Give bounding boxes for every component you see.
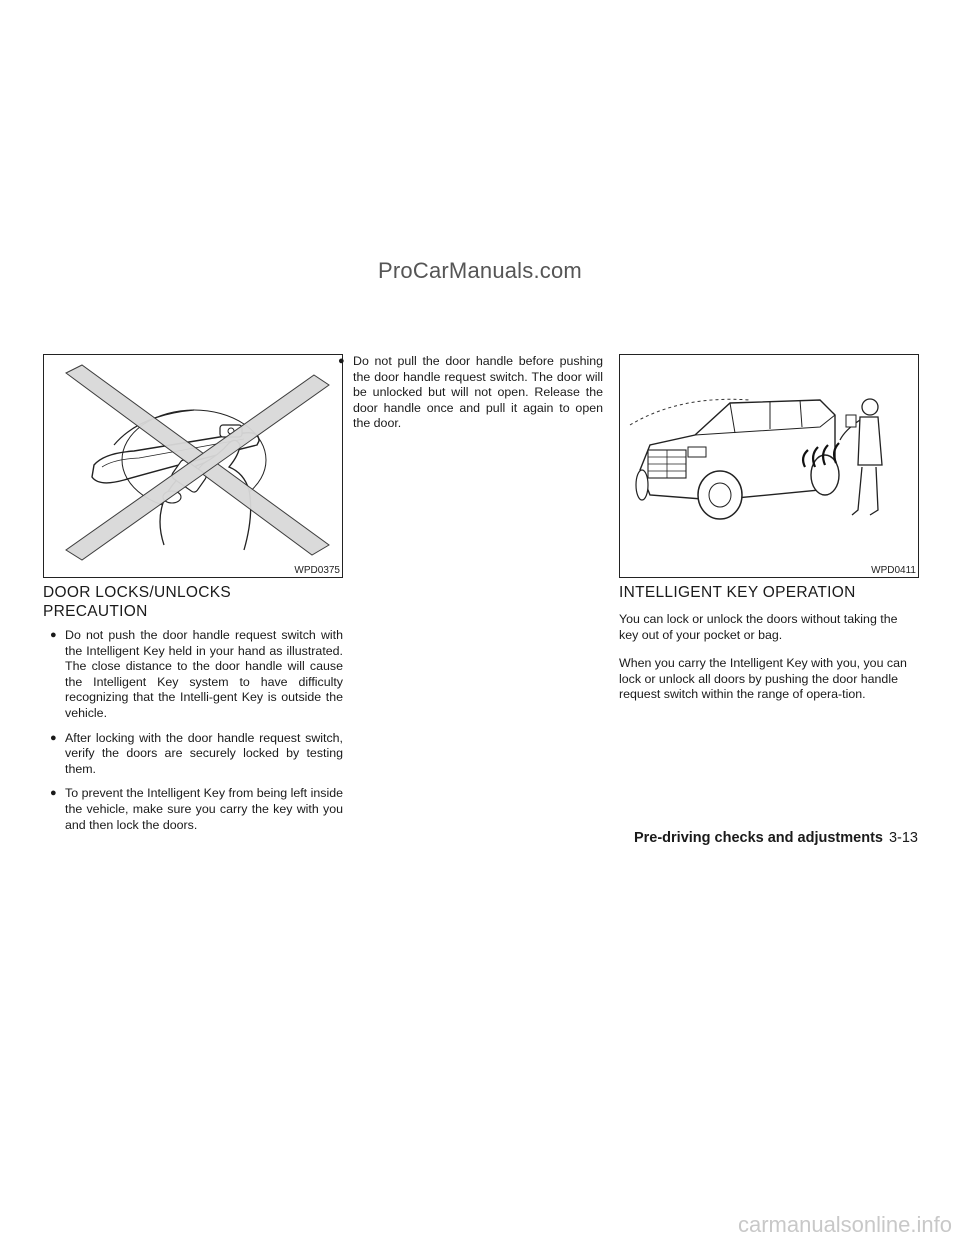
section-title: Pre-driving checks and adjustments bbox=[633, 830, 883, 846]
figure-suv-intelligent-key bbox=[619, 354, 919, 578]
suv-illustration bbox=[620, 355, 917, 576]
paragraph: You can lock or unlock the doors without taking the key out of your pocket or bag. bbox=[619, 612, 898, 642]
list-item: ● Do not push the door handle request switch with the Intelligent Key held in your hand as illustrated. The close distance to the door handle will cause the Intelligent Key system to have difficulty recognizing that the Intelli-gent Key is outside the vehicle. bbox=[50, 628, 343, 720]
bullet-icon: ● bbox=[50, 731, 57, 744]
bullet-icon: ● bbox=[338, 355, 345, 367]
section-heading-door-locks bbox=[43, 583, 343, 621]
precaution-list-continued bbox=[331, 354, 603, 441]
page-footer bbox=[634, 830, 918, 846]
figure-code: WPD0411 bbox=[871, 565, 916, 576]
heading-line-1: DOOR LOCKS/UNLOCKS bbox=[43, 584, 231, 601]
page-number: 3-13 bbox=[888, 830, 918, 846]
bullet-icon: ● bbox=[50, 629, 57, 641]
figure-code: WPD0375 bbox=[294, 565, 340, 576]
heading-line-2: PRECAUTION bbox=[43, 603, 148, 620]
watermark-bottom: carmanualsonline.info bbox=[737, 1212, 952, 1237]
watermark-top: ProCarManuals.com bbox=[378, 258, 582, 283]
list-item: ● To prevent the Intelligent Key from being left inside the vehicle, make sure you carry the key with you and then lock the doors. bbox=[50, 786, 343, 832]
precaution-list bbox=[43, 628, 343, 842]
list-item: ● Do not pull the door handle before pushing the door handle request switch. The door will be unlocked but will not open. Release the door handle once and pull it again to open the door. bbox=[338, 354, 603, 431]
door-handle-illustration bbox=[44, 355, 341, 576]
list-item: ● After locking with the door handle request switch, verify the doors are securely locked by testing them. bbox=[50, 730, 343, 776]
paragraph: When you carry the Intelligent Key with you, you can lock or unlock all doors by pushing the door handle request switch within the range of opera-tion. bbox=[619, 656, 907, 702]
figure-door-handle-crossed bbox=[43, 354, 343, 578]
bullet-icon: ● bbox=[50, 787, 57, 800]
section-heading-intelligent-key: INTELLIGENT KEY OPERATION bbox=[619, 584, 856, 601]
